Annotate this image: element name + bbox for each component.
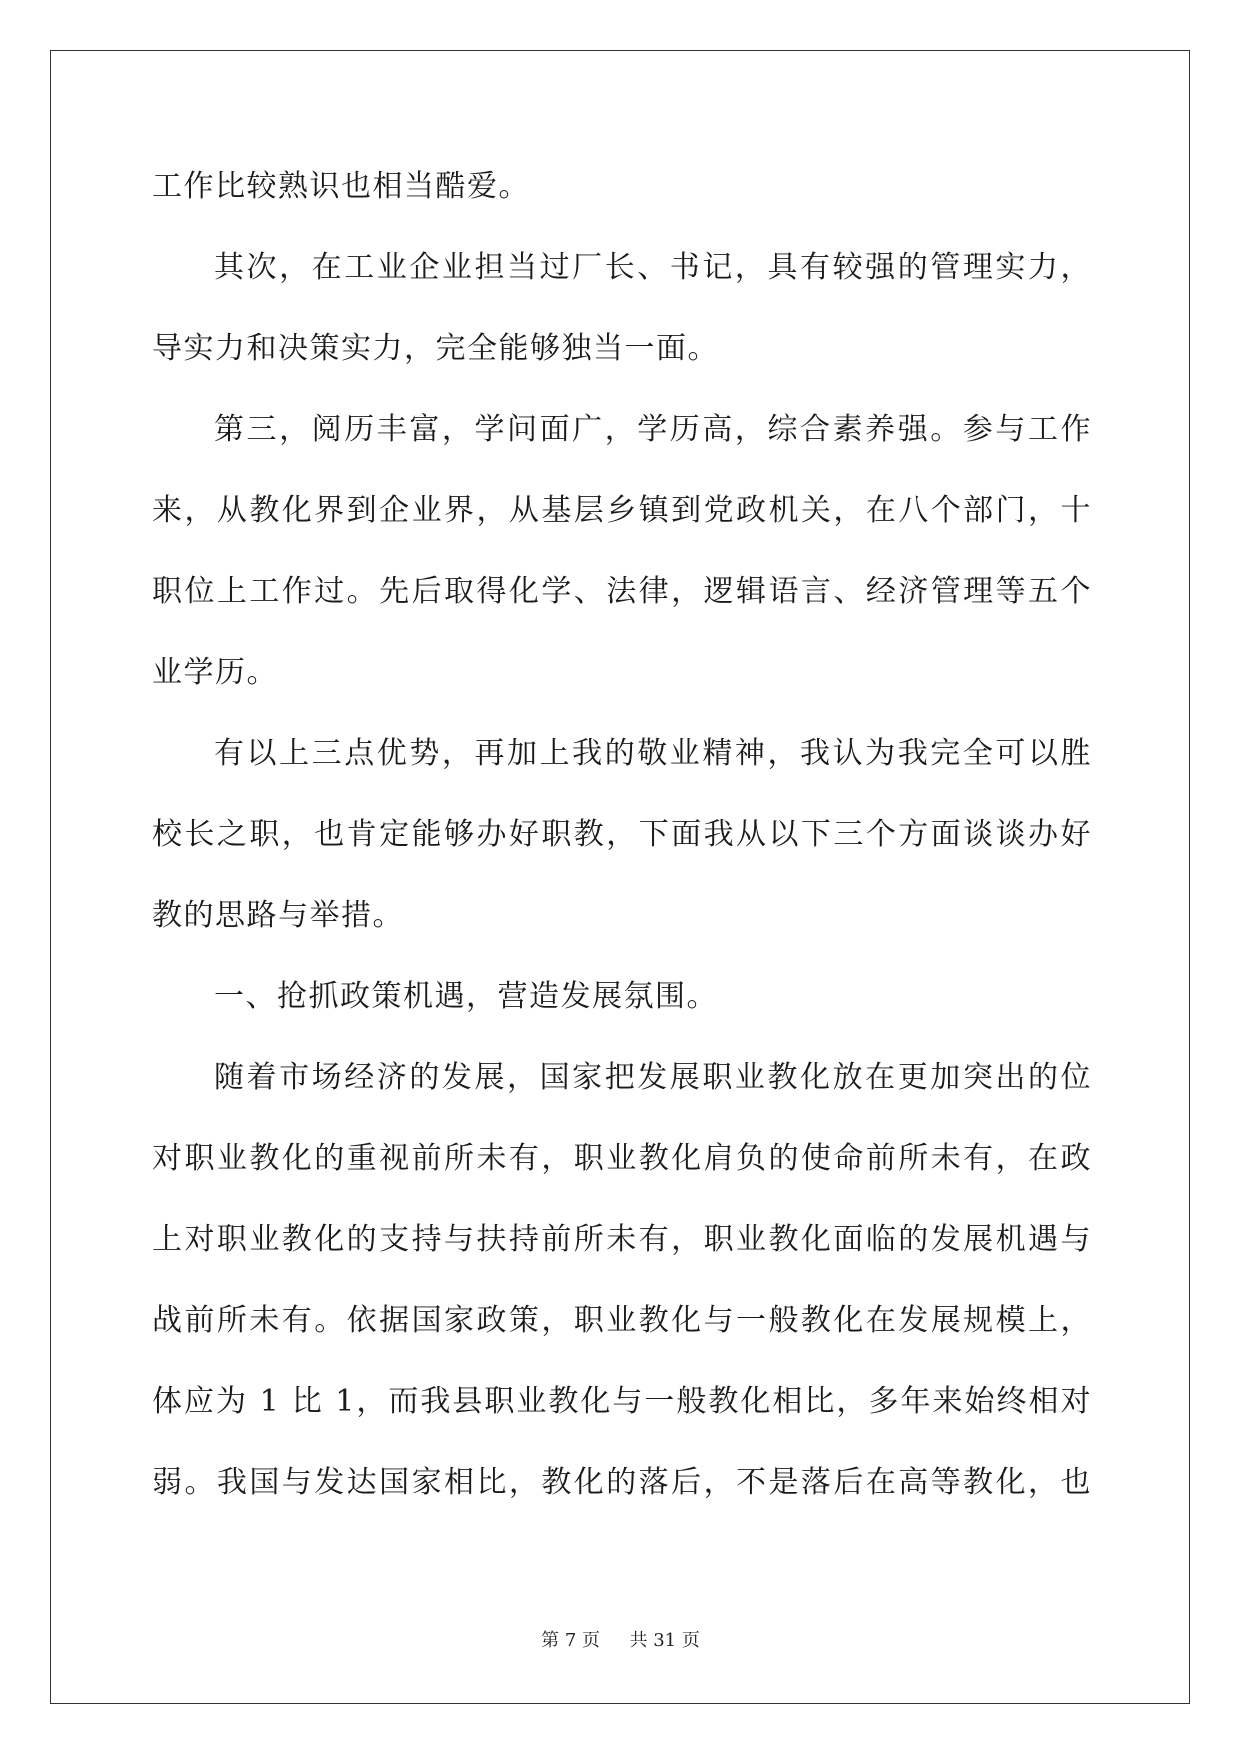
text-line: 有以上三点优势，再加上我的敬业精神，我认为我完全可以胜: [214, 736, 1092, 771]
text-line: 其次，在工业企业担当过厂长、书记，具有较强的管理实力，: [214, 250, 1092, 285]
document-body: [152, 146, 1092, 1523]
page-number: 第 7 页: [541, 1630, 601, 1651]
text-line: 校长之职，也肯定能够办好职教，下面我从以下三个方面谈谈办好: [152, 817, 1092, 852]
text-line: 教的思路与举措。: [152, 898, 404, 933]
text-line: 职位上工作过。先后取得化学、法律，逻辑语言、经济管理等五个: [152, 574, 1092, 609]
text-line: 弱。我国与发达国家相比，教化的落后，不是落后在高等教化，也: [152, 1465, 1092, 1500]
text-line: 导实力和决策实力，完全能够独当一面。: [152, 331, 719, 366]
text-line: 上对职业教化的支持与扶持前所未有，职业教化面临的发展机遇与: [152, 1222, 1092, 1257]
text-line: 随着市场经济的发展，国家把发展职业教化放在更加突出的位: [214, 1060, 1092, 1095]
text-line: 工作比较熟识也相当酷爱。: [152, 169, 530, 204]
text-line: 对职业教化的重视前所未有，职业教化肩负的使命前所未有，在政: [152, 1141, 1092, 1176]
page-total: 共 31 页: [629, 1630, 700, 1651]
text-line: 业学历。: [152, 655, 278, 690]
text-line: 一、抢抓政策机遇，营造发展氛围。: [214, 979, 718, 1014]
text-line: 来，从教化界到企业界，从基层乡镇到党政机关，在八个部门，十: [152, 493, 1092, 528]
text-line: 第三，阅历丰富，学问面广，学历高，综合素养强。参与工作: [214, 412, 1092, 447]
page-footer: [0, 1626, 1241, 1652]
text-line: 体应为 1 比 1，而我县职业教化与一般教化相比，多年来始终相对: [152, 1384, 1092, 1419]
text-line: 战前所未有。依据国家政策，职业教化与一般教化在发展规模上，: [152, 1303, 1092, 1338]
